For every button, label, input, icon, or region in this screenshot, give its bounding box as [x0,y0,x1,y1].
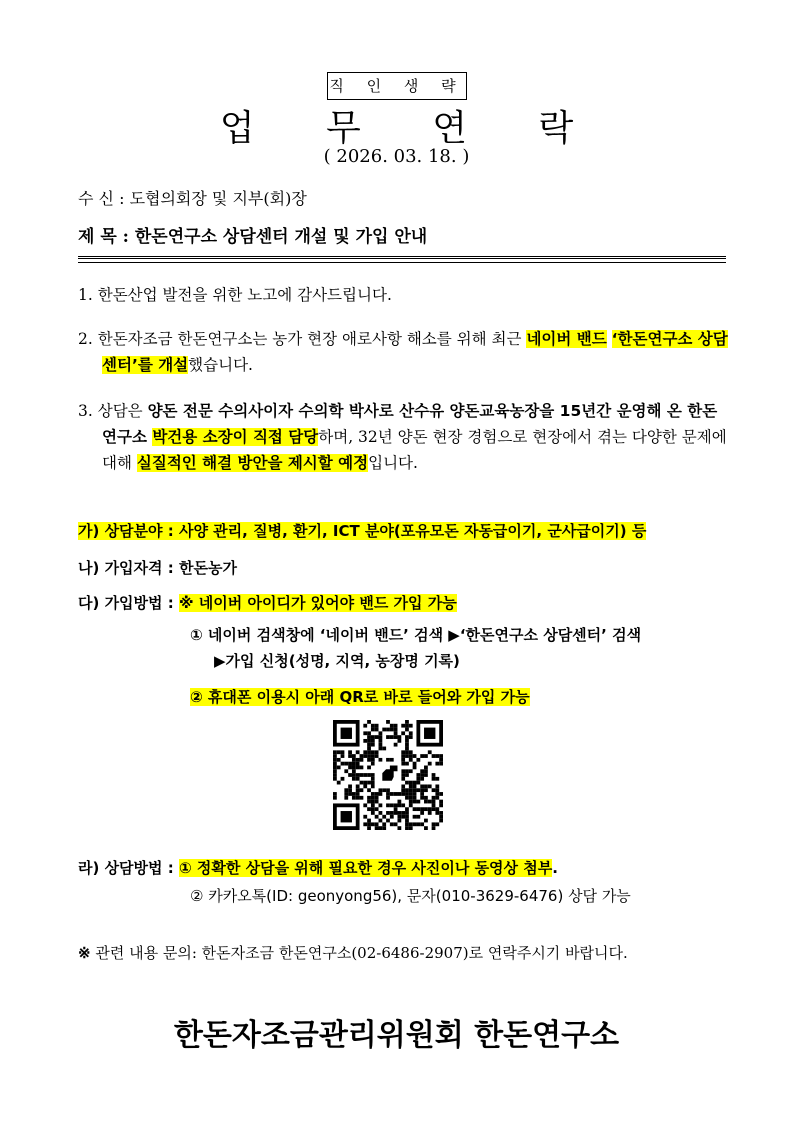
qr-code[interactable] [333,720,443,830]
paragraph-2 [78,326,728,378]
recipient-line [78,186,307,209]
subject-value: 한돈연구소 상담센터 개설 및 가입 안내 [134,227,428,247]
highlight-solutions: 실질적인 해결 방안을 제시할 예정 [136,454,369,472]
consult-method-1-end: . [552,859,558,877]
join-method-label: 다) 가입방법 : [78,594,179,612]
subject-line [78,222,427,247]
consult-method-row [78,857,558,879]
consult-method-1: ① 정확한 상담을 위해 필요한 경우 사진이나 동영상 첨부 [178,859,553,877]
document-title: 업 무 연 락 [219,108,604,149]
paragraph-3-credentials: 양돈 전문 수의사이자 수의학 박사로 산수유 양돈교육농장을 15년간 운영해 온 한돈연구소 [102,402,718,446]
qualification-value: 한돈농가 [178,559,237,577]
consult-field-row [78,520,646,542]
paragraph-3-middle: 하며, 32년 양돈 현장 경험으로 현장에서 겪는 다양한 문제에 대해 [102,428,727,472]
qualification-label: 나) 가입자격 : [78,559,179,577]
paragraph-3-end: 입니다. [368,454,418,472]
paragraph-3-body [78,398,728,476]
join-step-2 [190,684,530,710]
consult-field-value: 사양 관리, 질병, 환기, ICT 분야(포유모돈 자동급이기, 군사급이기) 등 [178,522,647,540]
inquiry-text: 관련 내용 문의: 한돈자조금 한돈연구소(02-6486-2907)로 연락주시기 바랍니다. [90,944,628,962]
consult-method-label: 라) 상담방법 : [78,859,179,877]
header-divider [78,256,726,263]
join-step-1-line-1: ① 네이버 검색창에 ‘네이버 밴드’ 검색 ▶‘한돈연구소 상담센터’ 검색 [190,626,642,644]
inquiry-line [78,942,628,963]
join-method-row [78,592,457,614]
qualification-row [78,557,237,579]
omitted-seal-box: 직 인 생 략 [327,72,467,100]
paragraph-2-text: 2. 한돈자조금 한돈연구소는 농가 현장 애로사항 해소를 위해 최근 [78,330,527,348]
paragraph-2-body [78,326,728,378]
subject-label: 제 목 : [78,227,135,247]
join-method-note: ※ 네이버 아이디가 있어야 밴드 가입 가능 [178,594,457,612]
paragraph-3 [78,398,728,476]
paragraph-2-end: 했습니다. [188,356,253,374]
paragraph-1 [78,282,728,308]
paragraph-3-intro: 3. 상담은 [78,402,148,420]
paragraph-1-text: 1. 한돈산업 발전을 위한 노고에 감사드립니다. [78,286,392,304]
inquiry-mark: ※ [78,944,91,962]
recipient-value: 도협의회장 및 지부(회)장 [129,189,307,208]
consult-method-2-text: ② 카카오톡(ID: geonyong56), 문자(010-3629-6476) 상담 가능 [190,887,631,905]
consult-field-label: 가) 상담분야 : [78,522,179,540]
highlight-naver-band: 네이버 밴드 [526,330,607,348]
join-step-1-line-2: ▶가입 신청(성명, 지역, 농장명 기록) [214,652,460,670]
highlight-center-opened: ‘한돈연구소 상담센터’를 개설 [102,330,728,374]
join-step-1 [190,622,641,674]
consult-method-2 [190,883,631,909]
join-step-2-text: ② 휴대폰 이용시 아래 QR로 바로 들어와 가입 가능 [190,688,530,706]
highlight-director: 박건용 소장이 직접 담당 [152,428,319,446]
recipient-label: 수 신 : [78,189,130,208]
sender-name: 한돈자조금관리위원회 한돈연구소 [173,1018,620,1053]
document-date: ( 2026. 03. 18. ) [323,146,470,167]
